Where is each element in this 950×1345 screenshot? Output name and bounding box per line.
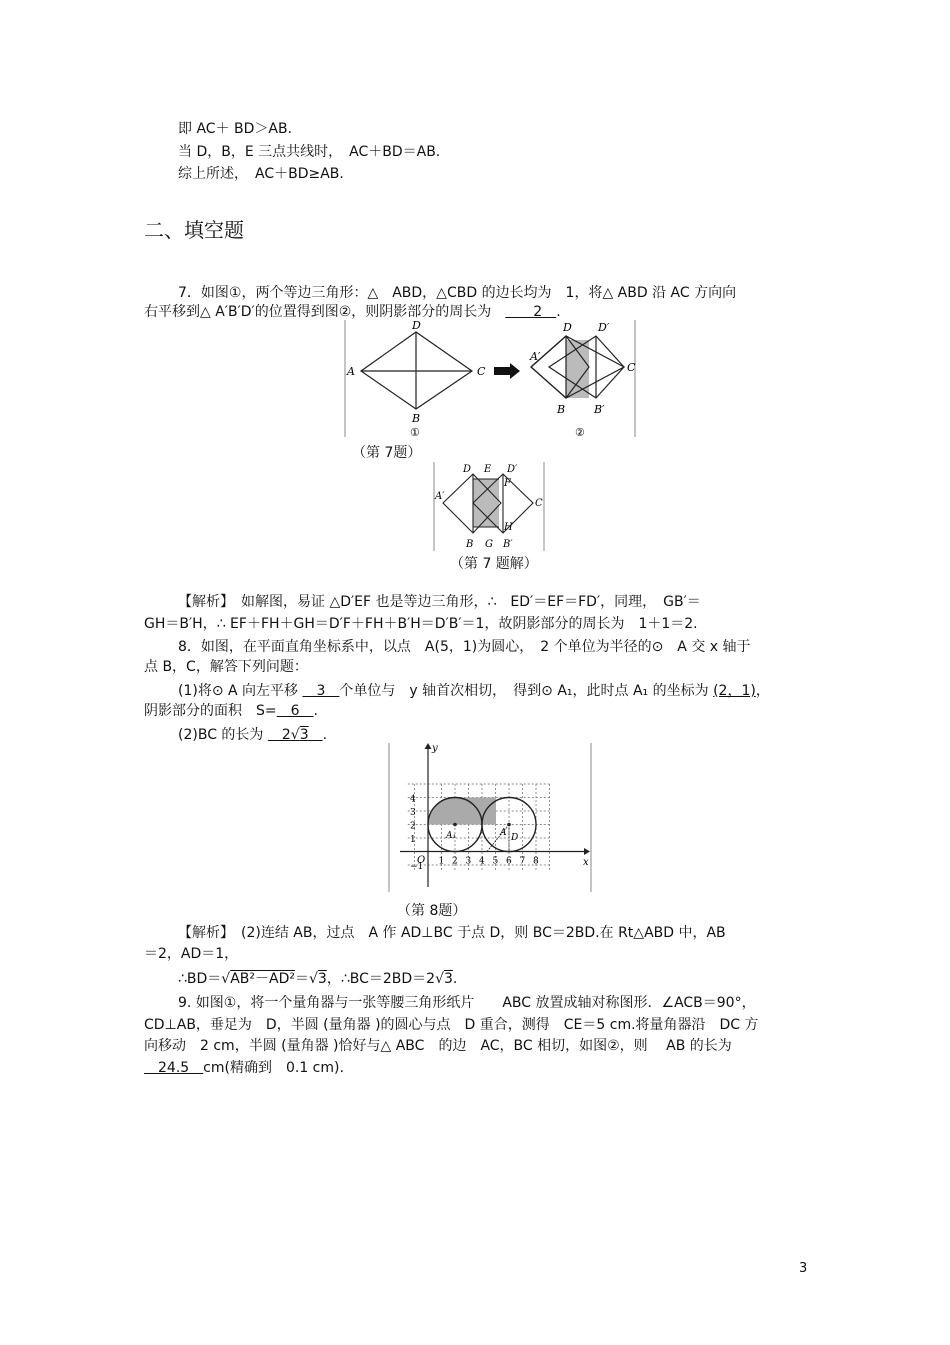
q8-analysis-line2: ＝2，AD＝1， bbox=[144, 946, 239, 962]
label-b: B bbox=[412, 412, 421, 425]
q9-line2: CD⊥AB，垂足为 D，半圆 (量角器 )的圆心与点 D 重合，测得 CE＝5 cm.将量角器沿 DC 方 bbox=[144, 1017, 759, 1033]
x-tick-label: 8 bbox=[533, 856, 539, 867]
label-b2: B bbox=[557, 403, 566, 416]
q9-line3: 向移动 2 cm，半圆 (量角器 )恰好与△ ABC 的边 AC，BC 相切，如图②，则 AB 的长为 bbox=[144, 1038, 732, 1054]
q8-part2-end: . bbox=[322, 727, 328, 743]
q7-analysis-line2: GH＝B′H，∴ EF＋FH＋GH＝D′F＋FH＋B′H＝D′B′＝1，故阴影部分的周长为 1＋1＝2. bbox=[144, 616, 698, 632]
label-d: D bbox=[511, 833, 519, 843]
label-e: E bbox=[484, 464, 492, 475]
label-a: A bbox=[500, 828, 507, 838]
x-tick-label: 4 bbox=[479, 856, 485, 867]
q8-part2 bbox=[178, 726, 327, 744]
page-number: 3 bbox=[799, 1261, 808, 1276]
q8-part2-text: (2)BC 的长为 bbox=[178, 727, 268, 743]
q7-line2-end: . bbox=[556, 304, 561, 320]
q8-line1: 8．如图，在平面直角坐标系中，以点 A(5，1)为圆心， 2 个单位为半径的⊙ A 交 x 轴于 bbox=[178, 639, 751, 655]
figure-7 bbox=[344, 320, 636, 438]
q9-answer: 24.5 bbox=[144, 1060, 204, 1076]
q8-answer-bc bbox=[268, 727, 323, 743]
label-dprime: D′ bbox=[598, 321, 610, 334]
answer-pad bbox=[309, 727, 323, 743]
formula-part: ，∴BC＝2BD＝2√ bbox=[326, 971, 444, 987]
q8-line2: 点 B，C，解答下列问题： bbox=[144, 659, 308, 675]
q8-part1b-text: 阴影部分的面积 S= bbox=[144, 703, 277, 719]
x-tick-label: 5 bbox=[492, 856, 499, 867]
q7-line2-text: 右平移到△ A′B′D′的位置得到图②，则阴影部分的周长为 bbox=[144, 304, 506, 320]
q8-part1-end: ， bbox=[755, 683, 770, 699]
q9-line1: 9. 如图①，将一个量角器与一张等腰三角形纸片 ABC 放置成轴对称图形．∠ACB＝90°， bbox=[178, 995, 756, 1011]
text-line: 当 D，B，E 三点共线时， AC＋BD＝AB. bbox=[178, 144, 441, 160]
label-c: C bbox=[535, 498, 543, 509]
label-a1: A₁ bbox=[446, 831, 457, 841]
label-aprime: A′ bbox=[530, 350, 541, 363]
q8-part1 bbox=[178, 682, 770, 700]
label-b: B bbox=[466, 539, 474, 550]
label-g: G bbox=[485, 539, 493, 550]
formula-part: ∴BD＝√ bbox=[178, 971, 231, 987]
section-title: 二、填空题 bbox=[144, 218, 244, 242]
text-line: 综上所述， AC＋BD≥AB. bbox=[178, 166, 344, 182]
label-origin: O bbox=[417, 855, 426, 866]
figure-8 bbox=[388, 743, 592, 893]
q8-part1-text: (1)将⊙ A 向左平移 bbox=[178, 683, 303, 699]
label-aprime: A′ bbox=[435, 491, 445, 502]
label-c: C bbox=[477, 365, 486, 378]
sqrt-prefix: 2√ bbox=[267, 727, 300, 743]
label-circle2: ② bbox=[575, 426, 585, 438]
figure-7-solution bbox=[433, 462, 545, 552]
q8-part1b bbox=[144, 702, 318, 720]
q8-answer-shift: 3 bbox=[302, 683, 340, 699]
y-tick-label: 2 bbox=[410, 821, 416, 832]
label-y: y bbox=[432, 743, 438, 754]
label-d: D bbox=[412, 320, 421, 332]
y-tick-label: 1 bbox=[410, 835, 416, 845]
label-x: x bbox=[583, 857, 589, 868]
label-f: F bbox=[504, 478, 511, 489]
q8-analysis-line1: 【解析】 (2)连结 AB，过点 A 作 AD⊥BC 于点 D，则 BC＝2BD.在 Rt△ABD 中，AB bbox=[178, 925, 726, 941]
q7-answer-value: 2 bbox=[533, 304, 543, 320]
q8-part1-mid: 个单位与 y 轴首次相切， 得到⊙ A₁，此时点 A₁ 的坐标为 bbox=[339, 683, 714, 699]
q9-line4-text: cm(精确到 0.1 cm). bbox=[203, 1060, 344, 1076]
sqrt-radicand: AB²－AD² bbox=[230, 971, 295, 987]
q8-answer-coord: (2，1) bbox=[713, 683, 756, 699]
label-dprime: D′ bbox=[507, 464, 518, 475]
q8-answer-area: 6 bbox=[276, 703, 314, 719]
x-tick-label: 6 bbox=[506, 856, 512, 867]
formula-part: . bbox=[452, 971, 458, 987]
label-c2: C bbox=[627, 361, 636, 374]
sqrt-radicand: 3 bbox=[299, 727, 309, 743]
x-tick-label: 3 bbox=[465, 856, 472, 867]
sqrt-radicand: 3 bbox=[444, 971, 453, 987]
y-tick-label: 3 bbox=[410, 808, 416, 818]
text-line: 即 AC＋ BD＞AB． bbox=[178, 121, 302, 137]
label-d2: D bbox=[563, 321, 572, 334]
caption-q8: （第 8题） bbox=[397, 903, 467, 919]
caption-q7-solution: （第 7 题解） bbox=[450, 556, 538, 572]
label-bprime: B′ bbox=[503, 539, 513, 550]
q8-analysis-line3 bbox=[178, 970, 457, 988]
arrow-icon bbox=[494, 363, 520, 379]
x-tick-label: 1 bbox=[438, 856, 445, 867]
q7-analysis-line1: 【解析】 如解图，易证 △D′EF 也是等边三角形，∴ ED′＝EF＝FD′，同理， GB′＝ bbox=[178, 594, 701, 610]
caption-q7: （第 7题） bbox=[352, 445, 422, 461]
x-tick-label: 7 bbox=[519, 856, 526, 867]
label-bprime: B′ bbox=[594, 403, 605, 416]
grid bbox=[408, 784, 550, 872]
q7-line1: 7．如图①，两个等边三角形：△ ABD，△CBD 的边长均为 1，将△ ABD 沿 AC 方向向 bbox=[178, 285, 737, 301]
q8-part1b-end: . bbox=[313, 703, 318, 719]
q9-line4 bbox=[144, 1059, 344, 1077]
y-tick-label: −1 bbox=[410, 862, 424, 872]
label-d: D bbox=[463, 464, 472, 475]
y-tick-label: 4 bbox=[410, 794, 416, 805]
formula-part: ＝√ bbox=[294, 971, 318, 987]
label-h: H bbox=[504, 522, 513, 533]
q7-answer bbox=[505, 304, 556, 320]
q7-line2 bbox=[144, 303, 561, 321]
x-tick-label: 2 bbox=[452, 856, 458, 867]
label-circle1: ① bbox=[410, 426, 420, 438]
label-a: A bbox=[347, 365, 355, 378]
sqrt-radicand: 3 bbox=[317, 971, 327, 987]
